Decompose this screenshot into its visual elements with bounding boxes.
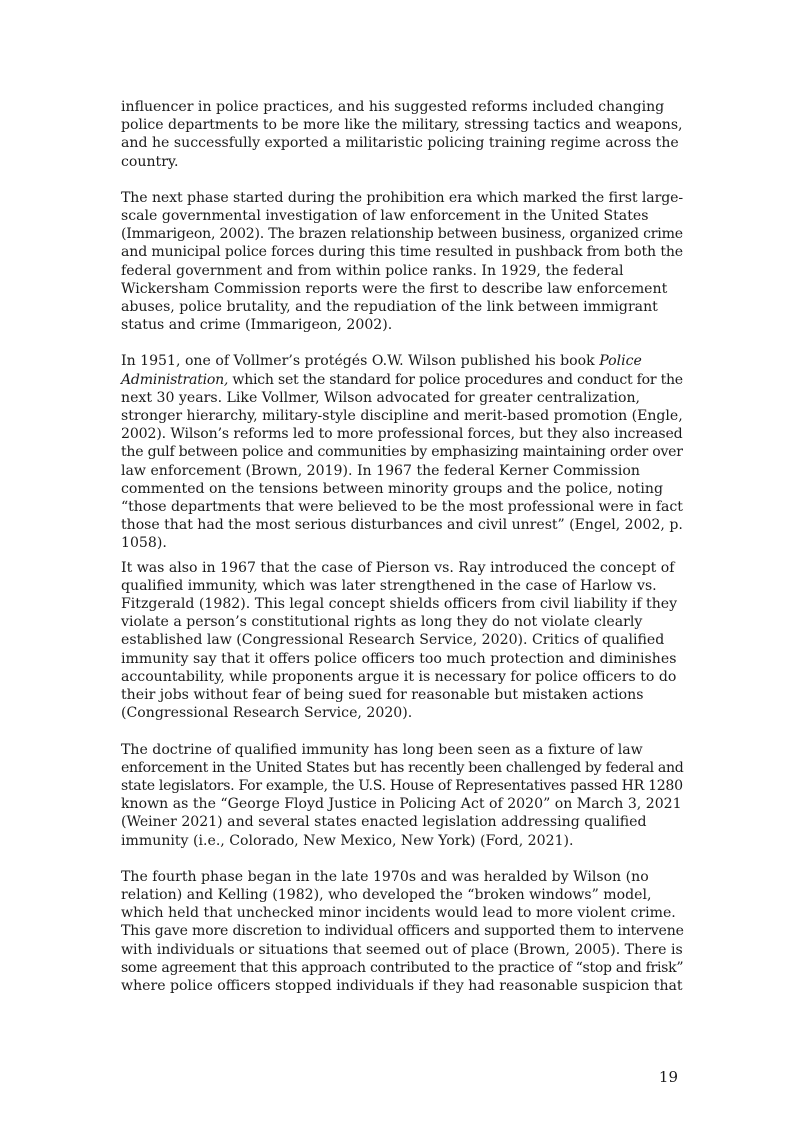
text-run: which set the standard for police procedures and conduct for the xyxy=(228,371,683,388)
text-line: stronger hierarchy, military-style discipline and merit-based promotion (Engle, xyxy=(121,408,683,425)
text-line: their jobs without fear of being sued for reasonable but mistaken actions xyxy=(121,687,644,704)
text-line: with individuals or situations that seemed out of place (Brown, 2005). There is xyxy=(121,941,683,958)
text-line: police departments to be more like the military, stressing tactics and weapons, xyxy=(121,117,683,134)
text-line: influencer in police practices, and his suggested reforms included changing xyxy=(121,99,665,115)
text-line: 2002). Wilson’s reforms led to more professional forces, but they also increased xyxy=(121,426,683,443)
text-line: Fitzgerald (1982). This legal concept shields officers from civil liability if they xyxy=(121,596,678,613)
text-line: Wickersham Commission reports were the first to describe law enforcement xyxy=(121,280,668,297)
book-title: Police xyxy=(599,353,642,370)
text-line: state legislators. For example, the U.S. House of Representatives passed HR 1280 xyxy=(121,777,683,794)
text-line: status and crime (Immarigeon, 2002). xyxy=(121,317,393,334)
text-line: scale governmental investigation of law enforcement in the United States xyxy=(121,208,649,225)
text-line: This gave more discretion to individual officers and supported them to intervene xyxy=(121,923,684,940)
text-line: “those departments that were believed to be the most professional were in fact xyxy=(121,499,683,516)
text-line: those that had the most serious disturbances and civil unrest” (Engel, 2002, p. xyxy=(121,517,683,534)
text-line: the gulf between police and communities by emphasizing maintaining order over xyxy=(121,444,683,461)
text-line: The fourth phase began in the late 1970s and was heralded by Wilson (no xyxy=(121,868,649,885)
text-line: which held that unchecked minor incidents would lead to more violent crime. xyxy=(121,905,676,922)
paragraph-3 xyxy=(121,352,683,552)
text-line: next 30 years. Like Vollmer, Wilson advocated for greater centralization, xyxy=(121,389,641,406)
text-line: established law (Congressional Research Service, 2020). Critics of qualified xyxy=(121,632,665,649)
text-line: federal government and from within police ranks. In 1929, the federal xyxy=(121,262,624,279)
text-line xyxy=(121,352,683,370)
text-line: violate a person’s constitutional rights as long they do not violate clearly xyxy=(121,614,643,631)
text-line: enforcement in the United States but has recently been challenged by federal and xyxy=(121,759,684,776)
text-line: qualified immunity, which was later strengthened in the case of Harlow vs. xyxy=(121,577,657,594)
text-line: It was also in 1967 that the case of Pierson vs. Ray introduced the concept of xyxy=(121,559,675,576)
paragraph-4 xyxy=(121,559,683,723)
text-line: The doctrine of qualified immunity has long been seen as a fixture of law xyxy=(121,741,643,758)
text-line xyxy=(121,371,683,389)
paragraph-5 xyxy=(121,741,683,850)
text-line: known as the “George Floyd Justice in Policing Act of 2020” on March 3, 2021 xyxy=(121,796,682,813)
text-line: (Congressional Research Service, 2020). xyxy=(121,705,413,722)
text-line: where police officers stopped individuals if they had reasonable suspicion that xyxy=(121,977,683,994)
text-line: and municipal police forces during this time resulted in pushback from both the xyxy=(121,244,683,261)
page-number: 19 xyxy=(658,1068,678,1086)
text-line: accountability, while proponents argue it is necessary for police officers to do xyxy=(121,668,677,685)
text-line: immunity say that it offers police officers too much protection and diminishes xyxy=(121,650,677,667)
text-line: commented on the tensions between minority groups and the police, noting xyxy=(121,480,663,497)
text-line: and he successfully exported a militaristic policing training regime across the xyxy=(121,135,679,152)
text-line: The next phase started during the prohibition era which marked the first large- xyxy=(121,189,684,206)
text-line: abuses, police brutality, and the repudiation of the link between immigrant xyxy=(121,299,658,316)
paragraph-1 xyxy=(121,98,683,171)
book-title: Administration, xyxy=(121,371,229,388)
body-text xyxy=(121,98,683,995)
text-line: some agreement that this approach contributed to the practice of “stop and frisk” xyxy=(121,959,684,976)
paragraph-2 xyxy=(121,189,683,335)
text-line: immunity (i.e., Colorado, New Mexico, New York) (Ford, 2021). xyxy=(121,832,574,849)
text-run: In 1951, one of Vollmer’s protégés O.W. Wilson published his book xyxy=(121,353,600,370)
text-line: law enforcement (Brown, 2019). In 1967 the federal Kerner Commission xyxy=(121,462,640,479)
paragraph-6 xyxy=(121,868,683,995)
text-line: (Immarigeon, 2002). The brazen relationship between business, organized crime xyxy=(121,226,683,243)
text-line: (Weiner 2021) and several states enacted legislation addressing qualified xyxy=(121,814,647,831)
text-line: 1058). xyxy=(121,535,167,552)
text-line: relation) and Kelling (1982), who developed the “broken windows” model, xyxy=(121,886,652,903)
text-line: country. xyxy=(121,153,179,170)
